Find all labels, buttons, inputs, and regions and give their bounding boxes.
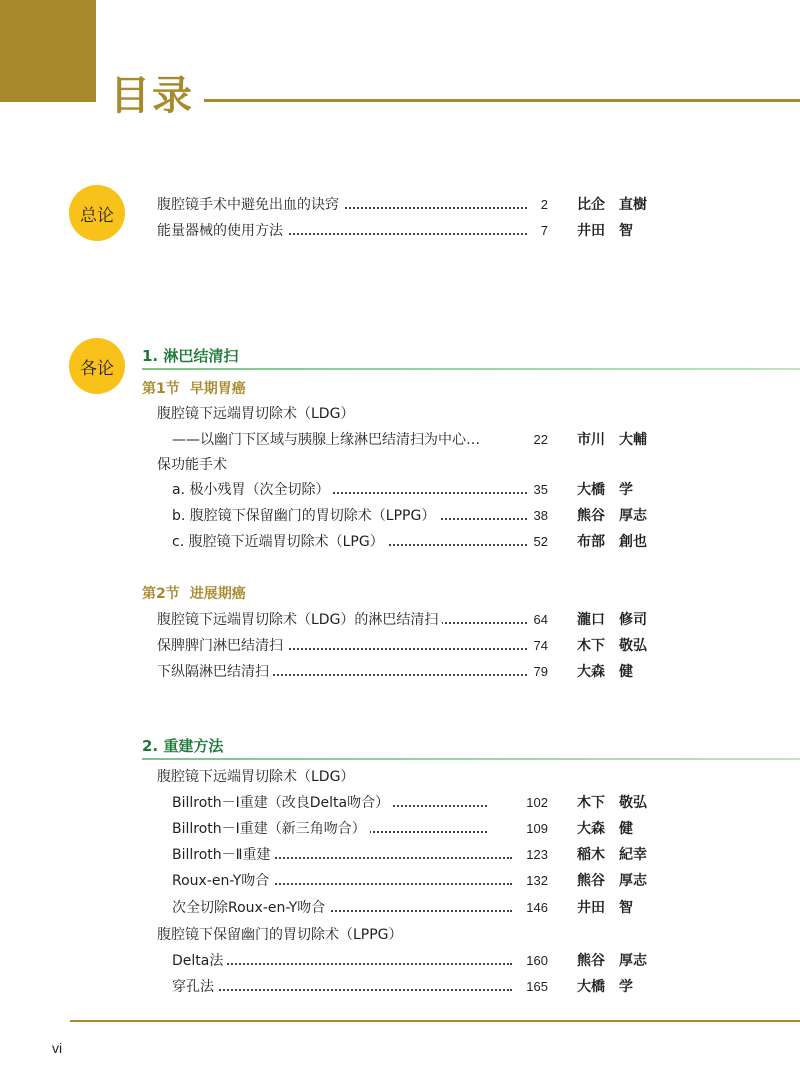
entry-page: 109 <box>526 821 548 836</box>
entry-author: 木下 敬弘 <box>577 795 647 811</box>
general-badge: 总论 <box>69 185 125 241</box>
entry-author: 稲木 紀幸 <box>577 847 647 863</box>
entry-title: 次全切除Roux-en-Y吻合 <box>172 899 329 917</box>
entry-author: 瀧口 修司 <box>577 612 647 628</box>
entry-title: a. 极小残胃（次全切除） <box>172 481 333 499</box>
entry-title: 腹腔镜手术中避免出血的诀窍 <box>157 196 343 214</box>
entry-page: 52 <box>533 534 548 549</box>
subsection-heading: 第2节 进展期癌 <box>142 586 246 602</box>
footer-rule <box>70 1020 800 1022</box>
entry-page: 165 <box>526 979 548 994</box>
entry-title: c. 腹腔镜下近端胃切除术（LPG） <box>172 533 388 551</box>
entry-author: 熊谷 厚志 <box>577 508 647 524</box>
entry-page: 74 <box>533 638 548 653</box>
entry-page: 22 <box>533 432 548 447</box>
entry-author: 大橋 学 <box>577 979 633 995</box>
entry-page: 146 <box>526 900 548 915</box>
entry-title: Delta法 <box>172 952 227 970</box>
entry-author: 大橋 学 <box>577 482 633 498</box>
entry-page: 7 <box>540 223 548 238</box>
entry-author: 井田 智 <box>577 900 633 916</box>
entry-author: 木下 敬弘 <box>577 638 647 654</box>
page-number: vi <box>52 1040 63 1056</box>
entry-title: Billroth－Ⅱ重建 <box>172 846 275 864</box>
entry-author: 大森 健 <box>577 664 633 680</box>
entry-author: 布部 創也 <box>577 534 647 550</box>
group-title: 腹腔镜下远端胃切除术（LDG） <box>157 406 355 422</box>
entry-page: 38 <box>533 508 548 523</box>
entry-page: 2 <box>540 197 548 212</box>
entry-title: b. 腹腔镜下保留幽门的胃切除术（LPPG） <box>172 507 439 525</box>
entry-page: 160 <box>526 953 548 968</box>
entry-author: 井田 智 <box>577 223 633 239</box>
entry-page: 123 <box>526 847 548 862</box>
entry-author: 市川 大輔 <box>577 432 647 448</box>
entry-title: 穿孔法 <box>172 978 218 996</box>
entry-author: 大森 健 <box>577 821 633 837</box>
entry-title: Roux-en-Y吻合 <box>172 872 273 890</box>
section-heading: 2. 重建方法 <box>142 737 224 755</box>
entry-title: Billroth－Ⅰ重建（新三角吻合） <box>172 820 370 838</box>
specific-badge: 各论 <box>69 338 125 394</box>
group-title: 腹腔镜下保留幽门的胃切除术（LPPG） <box>157 927 403 943</box>
section-heading: 1. 淋巴结清扫 <box>142 347 239 365</box>
section-rule <box>142 758 800 760</box>
group-title: 保功能手术 <box>157 457 227 473</box>
entry-title: Billroth－Ⅰ重建（改良Delta吻合） <box>172 794 393 812</box>
entry-page: 35 <box>533 482 548 497</box>
entry-title: ——以幽门下区域与胰腺上缘淋巴结清扫为中心… <box>172 431 484 449</box>
entry-author: 比企 直樹 <box>577 197 647 213</box>
entry-title: 能量器械的使用方法 <box>157 222 287 240</box>
entry-page: 79 <box>533 664 548 679</box>
group-title: 腹腔镜下远端胃切除术（LDG） <box>157 769 355 785</box>
entry-title: 保脾脾门淋巴结清扫 <box>157 637 287 655</box>
subsection-heading: 第1节 早期胃癌 <box>142 381 246 397</box>
entry-page: 132 <box>526 873 548 888</box>
header-rule-left <box>0 99 96 102</box>
entry-page: 102 <box>526 795 548 810</box>
page-title: 目录 <box>110 73 194 119</box>
entry-page: 64 <box>533 612 548 627</box>
corner-block <box>0 0 96 101</box>
entry-author: 熊谷 厚志 <box>577 873 647 889</box>
entry-title: 腹腔镜下远端胃切除术（LDG）的淋巴结清扫 <box>157 611 442 629</box>
header-rule <box>204 99 800 102</box>
entry-author: 熊谷 厚志 <box>577 953 647 969</box>
section-rule <box>142 368 800 370</box>
entry-title: 下纵隔淋巴结清扫 <box>157 663 273 681</box>
